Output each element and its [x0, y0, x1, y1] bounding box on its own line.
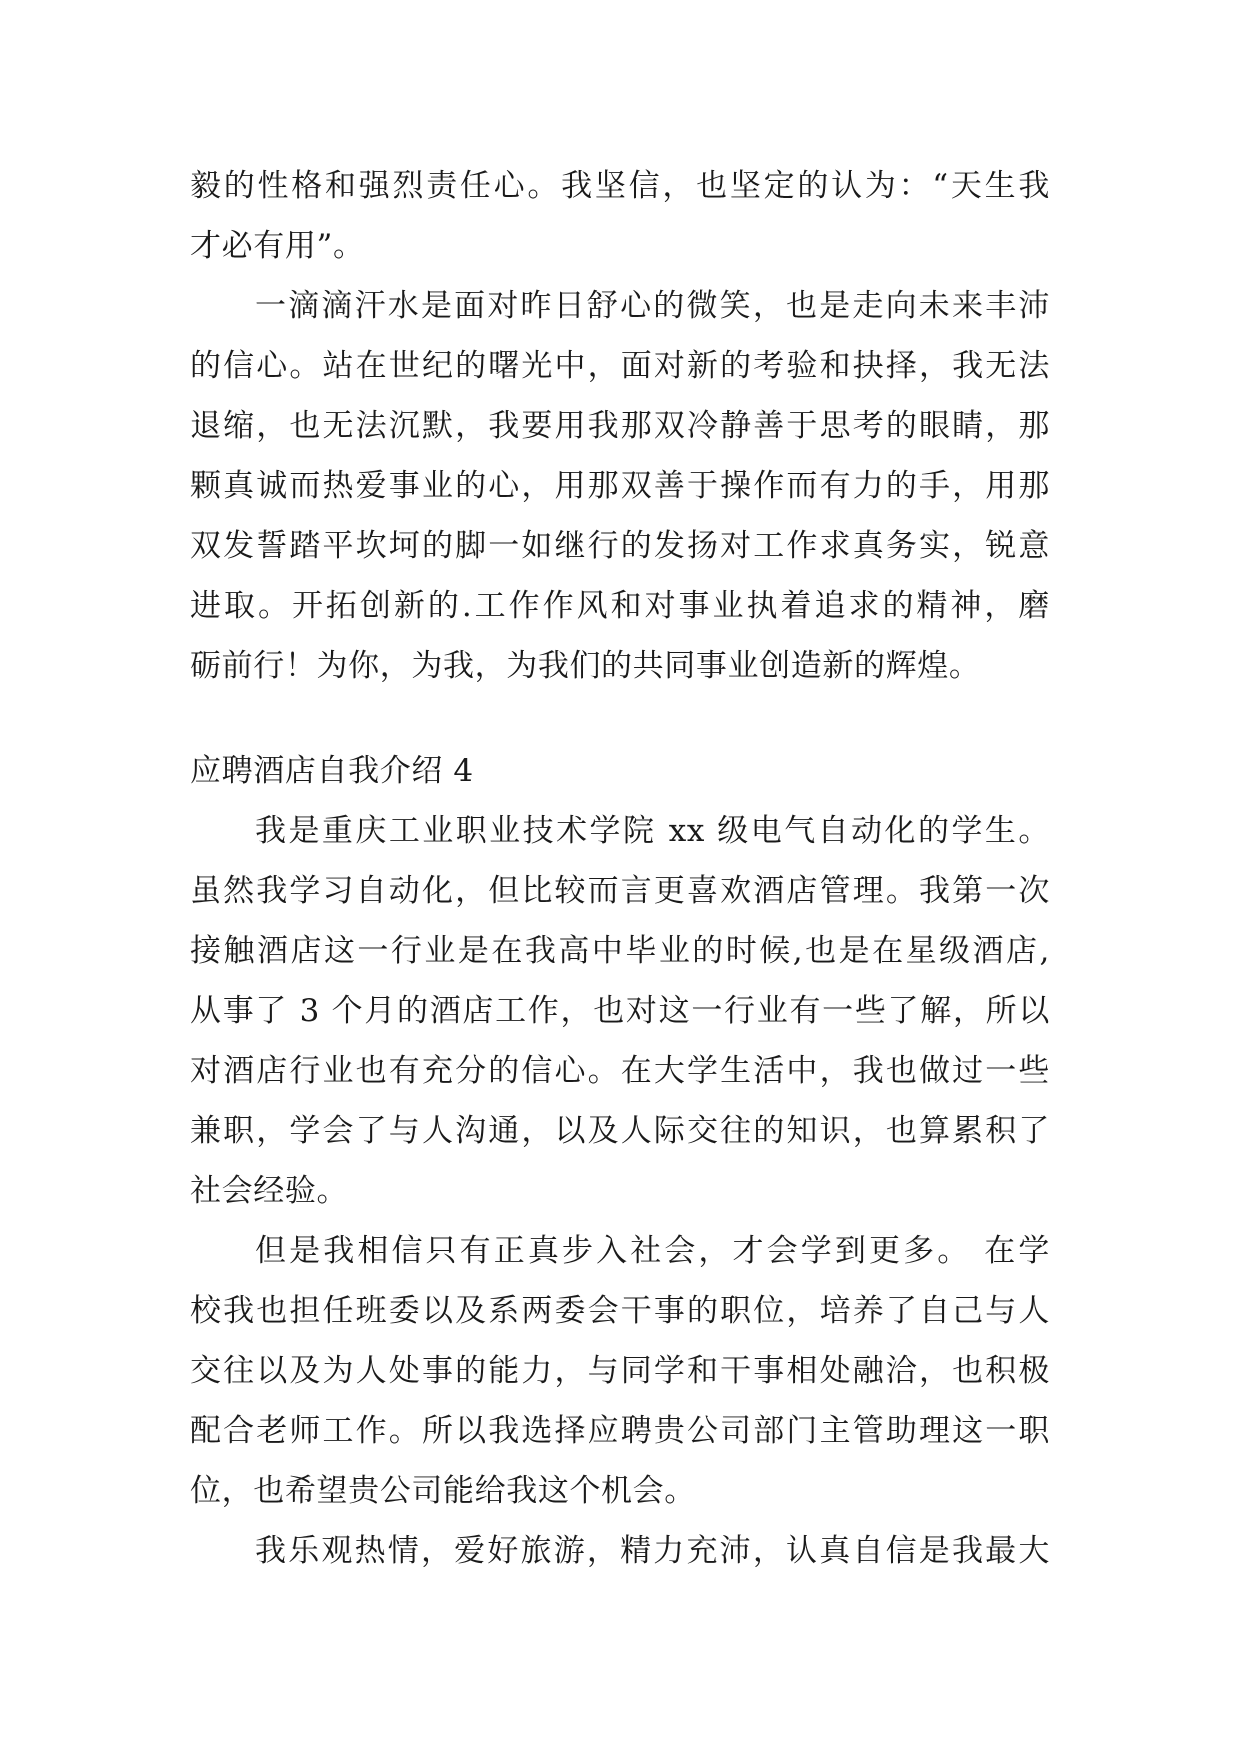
paragraph-line: 毅的性格和强烈责任心。我坚信，也坚定的认为：“天生我 [190, 168, 1050, 204]
paragraph-line: 砺前行！为你，为我，为我们的共同事业创造新的辉煌。 [190, 648, 981, 684]
paragraph-line: 接触酒店这一行业是在我高中毕业的时候,也是在星级酒店, [190, 933, 1050, 969]
paragraph-line: 才必有用”。 [190, 228, 365, 264]
paragraph-line: 配合老师工作。所以我选择应聘贵公司部门主管助理这一职 [190, 1413, 1050, 1449]
paragraph-line: 兼职，学会了与人沟通，以及人际交往的知识，也算累积了 [190, 1113, 1050, 1149]
paragraph-line: 一滴滴汗水是面对昨日舒心的微笑，也是走向未来丰沛 [255, 288, 1050, 324]
paragraph-line: 但是我相信只有正真步入社会，才会学到更多。 在学 [255, 1233, 1050, 1269]
paragraph-line: 退缩，也无法沉默，我要用我那双冷静善于思考的眼睛，那 [190, 408, 1050, 444]
paragraph-line: 双发誓踏平坎坷的脚一如继行的发扬对工作求真务实，锐意 [190, 528, 1050, 564]
paragraph-line: 虽然我学习自动化，但比较而言更喜欢酒店管理。我第一次 [190, 873, 1050, 909]
paragraph-line: 进取。开拓创新的.工作作风和对事业执着追求的精神，磨 [190, 588, 1050, 624]
paragraph-line: 校我也担任班委以及系两委会干事的职位，培养了自己与人 [190, 1293, 1050, 1329]
section-heading: 应聘酒店自我介绍 4 [190, 753, 474, 789]
paragraph-line: 颗真诚而热爱事业的心，用那双善于操作而有力的手，用那 [190, 468, 1050, 504]
paragraph-line: 我乐观热情，爱好旅游，精力充沛，认真自信是我最大 [255, 1533, 1050, 1569]
paragraph-line: 的信心。站在世纪的曙光中，面对新的考验和抉择，我无法 [190, 348, 1050, 384]
paragraph-line: 位，也希望贵公司能给我这个机会。 [190, 1473, 696, 1509]
paragraph-line: 交往以及为人处事的能力，与同学和干事相处融洽，也积极 [190, 1353, 1050, 1389]
paragraph-line: 社会经验。 [190, 1173, 349, 1209]
paragraph-line: 我是重庆工业职业技术学院 xx 级电气自动化的学生。 [255, 813, 1050, 849]
paragraph-line: 对酒店行业也有充分的信心。在大学生活中，我也做过一些 [190, 1053, 1050, 1089]
paragraph-line: 从事了 3 个月的酒店工作，也对这一行业有一些了解，所以 [190, 993, 1050, 1029]
